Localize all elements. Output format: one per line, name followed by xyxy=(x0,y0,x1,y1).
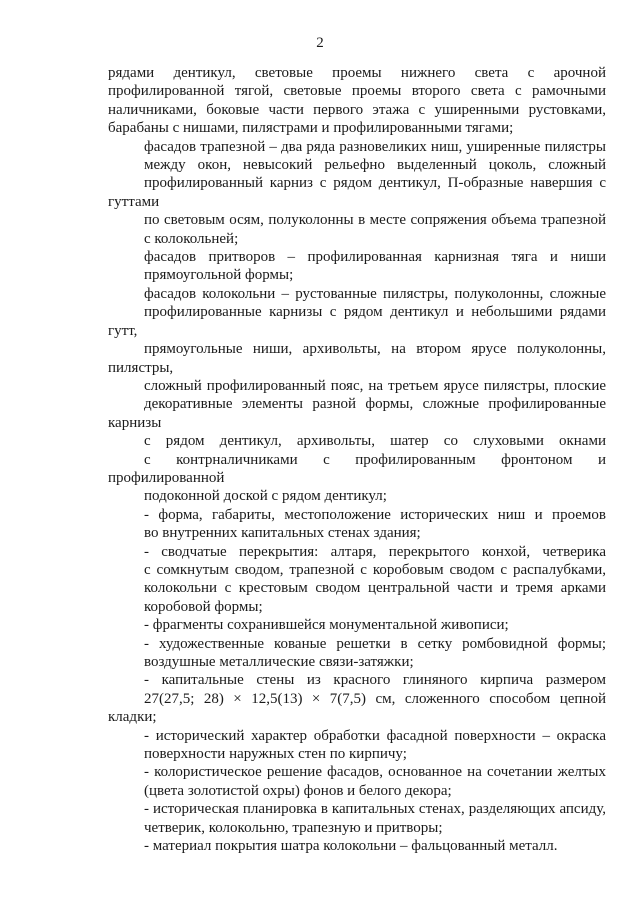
text-line: прямоугольные ниши, архивольты, на втором ярусе полуколонны, пилястры, xyxy=(108,341,606,376)
text-line: 27(27,5; 28) × 12,5(13) × 7(7,5) см, сложенного способом цепной кладки; xyxy=(108,690,606,726)
text-line: фасадов притворов – профилированная карнизная тяга и ниши xyxy=(144,249,606,266)
text-line: между окон, невысокий рельефно выделенный цоколь, сложный xyxy=(144,157,606,174)
text-line: колокольни с крестовым сводом центральной части и тремя арками xyxy=(144,580,606,597)
page-number: 2 xyxy=(316,35,324,51)
paragraph xyxy=(108,285,606,506)
paragraph xyxy=(108,800,606,837)
text-line: воздушные металлические связи-затяжки; xyxy=(144,654,414,670)
text-line: с колокольней; xyxy=(144,230,239,247)
paragraph xyxy=(108,635,606,672)
text-line: профилированный карниз с рядом дентикул, П-образные навершия с гуттами xyxy=(108,175,606,210)
text-line: фасадов колокольни – рустованные пилястры, полуколонны, сложные xyxy=(144,285,606,302)
paragraph xyxy=(108,837,606,855)
text-line: - материал покрытия шатра колокольни – фальцованный металл. xyxy=(144,838,558,855)
text-line: по световым осям, полуколонны в месте сопряжения объема трапезной xyxy=(144,212,606,229)
text-line: - художественные кованые решетки в сетку ромбовидной формы; xyxy=(144,635,606,652)
text-line: коробовой формы; xyxy=(144,598,263,615)
text-line: рядами дентикул, световые проемы нижнего света с арочной xyxy=(108,65,606,81)
text-line: с рядом дентикул, архивольты, шатер со слуховыми окнами xyxy=(144,433,606,450)
text-line: подоконной доской с рядом дентикул; xyxy=(144,488,387,505)
paragraph xyxy=(108,248,606,285)
paragraph xyxy=(108,727,606,764)
text-line: с контрналичниками с профилированным фронтоном и профилированной xyxy=(108,451,606,486)
text-line: четверик, колокольню, трапезную и притворы; xyxy=(144,819,443,836)
paragraph xyxy=(108,138,606,248)
text-line: барабаны с нишами, пилястрами и профилированными тягами; xyxy=(108,120,514,137)
text-line: с сомкнутым сводом, трапезной с коробовым сводом с распалубками, xyxy=(144,561,606,578)
text-line: - колористическое решение фасадов, основанное на сочетании желтых xyxy=(144,764,606,781)
text-line: - форма, габариты, местоположение исторических ниш и проемов xyxy=(144,506,606,523)
text-line: фасадов трапезной – два ряда разновеликих ниш, уширенные пилястры xyxy=(144,138,606,155)
paragraph xyxy=(108,506,606,543)
paragraph xyxy=(108,616,606,634)
text-line: декоративные элементы разной формы, сложные профилированные карнизы xyxy=(108,396,606,431)
text-line: - историческая планировка в капитальных стенах, разделяющих апсиду, xyxy=(144,801,606,818)
text-line: (цвета золотистой охры) фонов и белого декора; xyxy=(144,782,452,799)
text-line: - исторический характер обработки фасадной поверхности – окраска xyxy=(144,727,606,744)
text-line: во внутренних капитальных стенах здания; xyxy=(144,525,421,542)
text-line: профилированной тягой, световые проемы второго света с рамочными xyxy=(108,83,606,100)
paragraph xyxy=(108,64,606,138)
paragraph xyxy=(108,543,606,617)
document-body xyxy=(108,64,606,855)
paragraph xyxy=(108,763,606,800)
text-line: - сводчатые перекрытия: алтаря, перекрытого конхой, четверика xyxy=(144,543,606,560)
text-line: поверхности наружных стен по кирпичу; xyxy=(144,746,407,763)
text-line: - фрагменты сохранившейся монументальной живописи; xyxy=(144,617,509,634)
text-line: прямоугольной формы; xyxy=(144,267,294,284)
text-line: сложный профилированный пояс, на третьем ярусе пилястры, плоские xyxy=(144,377,606,394)
text-line: профилированные карнизы с рядом дентикул и небольшими рядами гутт, xyxy=(108,304,606,339)
paragraph xyxy=(108,671,606,726)
text-line: наличниками, боковые части первого этажа с уширенными рустовками, xyxy=(108,101,606,118)
text-line: - капитальные стены из красного глиняного кирпича размером xyxy=(144,672,606,689)
